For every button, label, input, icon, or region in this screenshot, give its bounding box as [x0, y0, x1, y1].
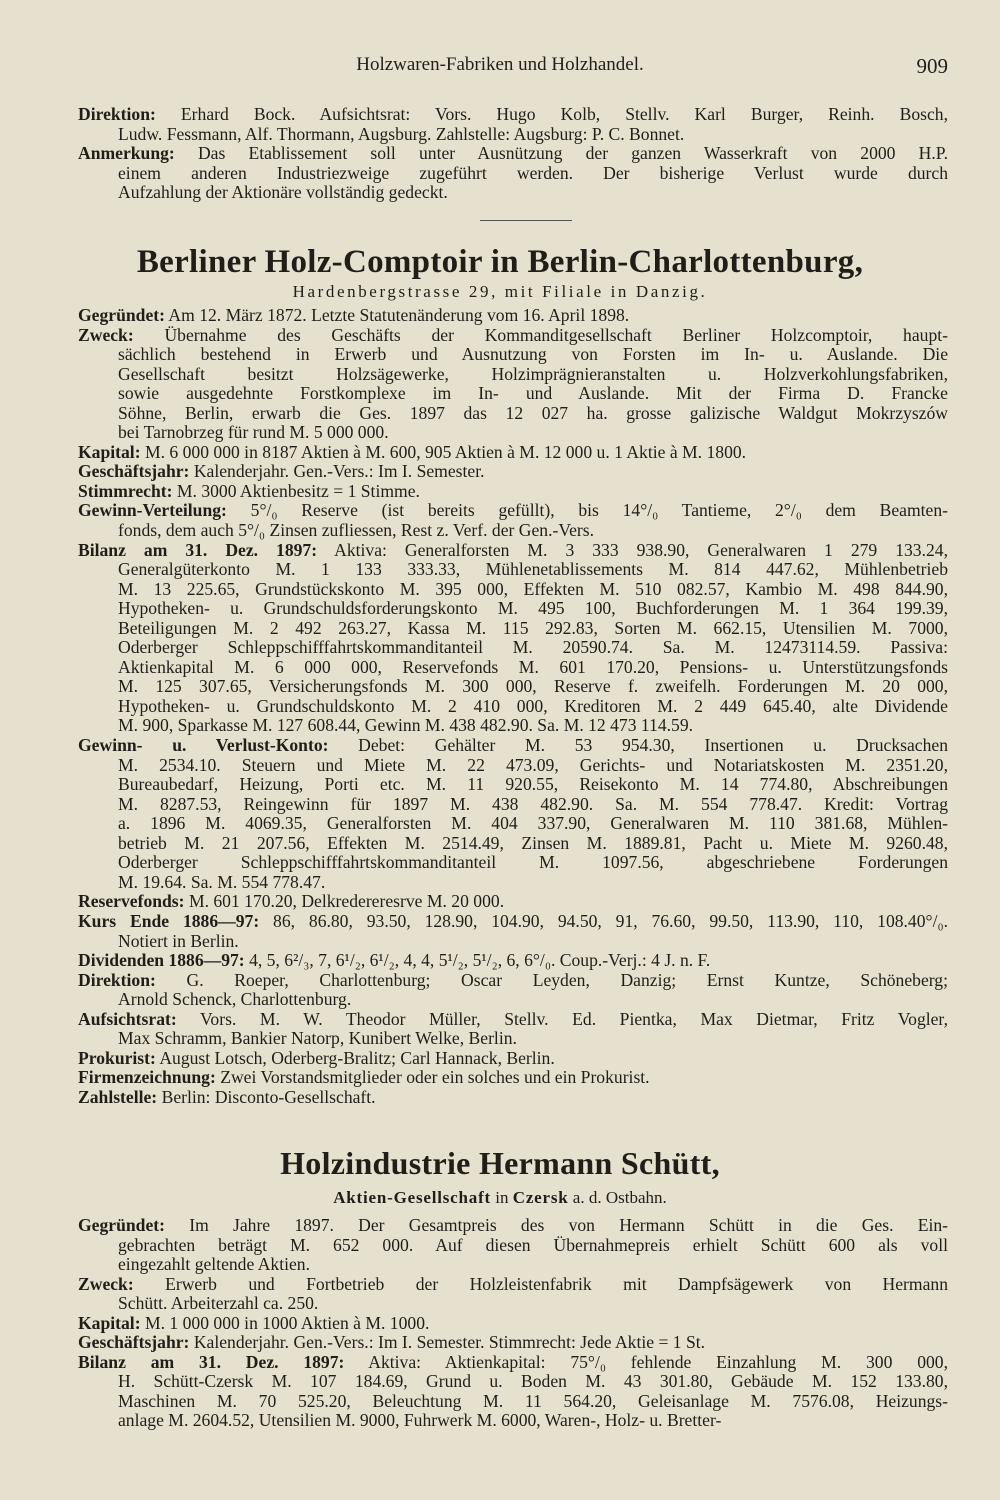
entry-text: M. 3000 Aktienbesitz = 1 Stimme. [176, 481, 420, 501]
entry-line [118, 423, 948, 443]
entry-text: Notiert in Berlin. [118, 931, 239, 951]
entry-text: Aktiva: Aktienkapital: 75°/₀ fehlende Einzahlung M. 300 000, [368, 1352, 948, 1372]
page-number: 909 [916, 54, 948, 78]
entry-line [118, 814, 948, 834]
entry-label: Gegründet: [78, 1216, 165, 1235]
entry-text: M. 6 000 000 in 8187 Aktien à M. 600, 905 Aktien à M. 12 000 u. 1 Aktie à M. 1800. [144, 442, 747, 462]
entry-line [78, 482, 948, 502]
entry-text: 86, 86.80, 93.50, 128.90, 104.90, 94.50, 91, 76.60, 99.50, 113.90, 110, 108.40°/₀. [273, 911, 948, 931]
entry-text: eingezahlt geltende Aktien. [118, 1255, 310, 1275]
entry-line [118, 677, 948, 697]
entry-text: Arnold Schenck, Charlottenburg. [118, 990, 352, 1010]
entry-label: Gewinn-Verteilung: [78, 501, 227, 521]
entry-text: 5°/₀ Reserve (ist bereits gefüllt), bis 14°/₀ Tantieme, 2°/₀ dem Beamten- [250, 501, 948, 521]
entry-label: Bilanz am 31. Dez. 1897: [78, 1352, 345, 1372]
entry-text: Maschinen M. 70 525.20, Beleuchtung M. 11 564.20, Geleisanlage M. 7576.08, Heizungs- [118, 1391, 948, 1411]
entry-line [118, 365, 948, 385]
entry-line [78, 912, 948, 932]
entry-line [118, 164, 948, 184]
entry-text: Oderberger Schleppschifffahrtskommanditanteil M. 20590.74. Sa. M. 12473114.59. Passiva: [118, 638, 948, 658]
subtitle-company-form: Aktien-Gesellschaft [333, 1188, 492, 1207]
entry-line [118, 599, 948, 619]
entry-text: H. Schütt-Czersk M. 107 184.69, Grund u. Boden M. 43 301.80, Gebäude M. 152 133.80, [118, 1372, 948, 1392]
running-title: Holzwaren-Fabriken und Holzhandel. [356, 54, 644, 75]
entry-text: Erhard Bock. Aufsichtsrat: Vors. Hugo Kolb, Stellv. Karl Burger, Reinh. Bosch, [180, 105, 948, 124]
entry-line [118, 560, 948, 580]
entry-line [78, 306, 948, 326]
entry-line [118, 1255, 948, 1275]
entry-text: Erwerb und Fortbetrieb der Holzleistenfabrik mit Dampfsägewerk von Hermann [165, 1274, 948, 1294]
subtitle-in: in [495, 1188, 509, 1207]
entry-line [118, 619, 948, 639]
entry-text: sowie ausgedehnte Forstkomplexe im In- und Auslande. Mit der Firma D. Francke [118, 384, 948, 404]
entry-line [78, 1010, 948, 1030]
subtitle-railway: a. d. Ostbahn. [572, 1188, 667, 1207]
entry-line [78, 501, 948, 521]
entry-text: Berlin: Disconto-Gesellschaft. [161, 1087, 376, 1107]
entry-text: einem anderen Industriezweige zugeführt werden. Der bisherige Verlust wurde durch [118, 163, 948, 183]
entry-line [78, 462, 948, 482]
entry-line [78, 1049, 948, 1069]
entry-line [118, 521, 948, 541]
entry-text: Im Jahre 1897. Der Gesamtpreis des von Hermann Schütt in die Ges. Ein- [189, 1216, 948, 1235]
entry-label: Bilanz am 31. Dez. 1897: [78, 540, 318, 560]
entry-line [118, 1392, 948, 1412]
entry-line [118, 384, 948, 404]
entry-line [118, 932, 948, 952]
entry-line [118, 1294, 948, 1314]
entry-text: Aufzahlung der Aktionäre vollständig gedeckt. [118, 183, 448, 203]
entry-text: Gesellschaft besitzt Holzsägewerke, Holzimprägnieranstalten u. Holzverkohlungsfabriken, [118, 364, 948, 384]
entry-label: Zweck: [78, 325, 134, 345]
entry-line [78, 443, 948, 463]
entry-line [78, 1068, 948, 1088]
entry-line [78, 951, 948, 971]
entry-line [118, 658, 948, 678]
company-entries [78, 1216, 948, 1431]
entry-label: Gewinn- u. Verlust-Konto: [78, 736, 329, 756]
entry-text: 4, 5, 6²/₃, 7, 6¹/₂, 6¹/₂, 4, 4, 5¹/₂, 5¹/₂, 6, 6°/₀. Coup.-Verj.: 4 J. n. F. [249, 951, 711, 971]
entry-text: Oderberger Schleppschifffahrtskommanditanteil M. 1097.56, abgeschriebene Forderungen [118, 853, 948, 873]
entry-text: M. 900, Sparkasse M. 127 608.44, Gewinn M. 438 482.90. Sa. M. 12 473 114.59. [118, 716, 694, 736]
entry-line [118, 716, 948, 736]
entry-line [118, 183, 948, 203]
entry-text: August Lotsch, Oderberg-Bralitz; Carl Hannack, Berlin. [159, 1048, 555, 1068]
entry-line [118, 697, 948, 717]
entry-text: M. 19.64. Sa. M. 554 778.47. [118, 872, 326, 892]
entry-line [118, 638, 948, 658]
entry-line [78, 1353, 948, 1373]
entry-label: Firmenzeichnung: [78, 1068, 216, 1088]
entry-line [78, 736, 948, 756]
entry-text: G. Roeper, Charlottenburg; Oscar Leyden, Danzig; Ernst Kuntze, Schöneberg; [186, 970, 948, 990]
entry-line [118, 1029, 948, 1049]
entry-label: Kurs Ende 1886—97: [78, 911, 260, 931]
entry-text: Ludw. Fessmann, Alf. Thormann, Augsburg. Zahlstelle: Augsburg: P. C. Bonnet. [118, 124, 685, 144]
entry-line [118, 1372, 948, 1392]
entry-text: Söhne, Berlin, erwarb die Ges. 1897 das 12 027 ha. grosse galizische Waldgut Mokrzyszów [118, 403, 948, 423]
entry-label: Reservefonds: [78, 892, 185, 912]
entry-text: M. 125 307.65, Versicherungsfonds M. 300 000, Reserve f. zweifelh. Forderungen M. 20 000, [118, 677, 948, 697]
entry-line [118, 873, 948, 893]
entry-line [118, 1236, 948, 1256]
entry-text: Schütt. Arbeiterzahl ca. 250. [118, 1294, 319, 1314]
entry-line [78, 1333, 948, 1353]
entry-line [118, 1411, 948, 1431]
entry-label: Kapital: [78, 442, 141, 462]
entry-line [78, 1216, 948, 1236]
entry-text: Bureaubedarf, Heizung, Porti etc. M. 11 920.55, Reisekonto M. 14 774.80, Abschreibungen [118, 775, 948, 795]
entry-text: Vors. M. W. Theodor Müller, Stellv. Ed. Pientka, Max Dietmar, Fritz Vogler, [200, 1009, 948, 1029]
entry-text: Max Schramm, Bankier Natorp, Kunibert Welke, Berlin. [118, 1029, 517, 1049]
entry-text: a. 1896 M. 4069.35, Generalforsten M. 404 337.90, Generalwaren M. 110 381.68, Mühlen- [118, 814, 948, 834]
section-divider [480, 220, 572, 221]
entry-label: Aufsichtsrat: [78, 1009, 177, 1029]
entry-line [78, 1275, 948, 1295]
entry-line [118, 345, 948, 365]
entry-label: Kapital: [78, 1313, 141, 1333]
intro-section [78, 105, 948, 203]
entry-line [118, 125, 948, 145]
entry-label: Anmerkung: [78, 144, 175, 164]
entry-line [78, 326, 948, 346]
entry-text: Aktienkapital M. 6 000 000, Reservefonds M. 601 170.20, Pensions- u. Unterstützungsfonds [118, 657, 948, 677]
entry-text: anlage M. 2604.52, Utensilien M. 9000, Fuhrwerk M. 6000, Waren-, Holz- u. Bretter- [118, 1411, 722, 1431]
entry-label: Direktion: [78, 970, 156, 990]
entry-text: bei Tarnobrzeg für rund M. 5 000 000. [118, 423, 389, 443]
entry-text: Am 12. März 1872. Letzte Statutenänderung vom 16. April 1898. [168, 306, 630, 325]
entry-label: Geschäftsjahr: [78, 462, 190, 482]
entry-text: Generalgüterkonto M. 1 133 333.33, Mühlenetablissements M. 814 447.62, Mühlenbetrieb [118, 560, 948, 580]
entry-text: betrieb M. 21 207.56, Effekten M. 2514.49, Zinsen M. 1889.81, Pacht u. Miete M. 9260.48, [118, 833, 948, 853]
subtitle-location: Czersk [512, 1188, 569, 1207]
company-title: Berliner Holz-Comptoir in Berlin-Charlottenburg, [136, 244, 864, 280]
entry-text: fonds, dem auch 5°/₀ Zinsen zufliessen, Rest z. Verf. der Gen.-Vers. [118, 521, 595, 541]
entry-line [118, 795, 948, 815]
entry-label: Zweck: [78, 1274, 134, 1294]
entry-line [118, 404, 948, 424]
entry-text: gebrachten beträgt M. 652 000. Auf diesen Übernahmepreis erhielt Schütt 600 als voll [118, 1235, 948, 1255]
entry-text: Kalenderjahr. Gen.-Vers.: Im I. Semester. Stimmrecht: Jede Aktie = 1 St. [193, 1333, 706, 1353]
entry-line [78, 1088, 948, 1108]
entry-text: Debet: Gehälter M. 53 954.30, Insertionen u. Drucksachen [358, 736, 948, 756]
entry-line [78, 144, 948, 164]
entry-text: Zwei Vorstandsmitglieder oder ein solches und ein Prokurist. [220, 1068, 650, 1088]
entry-line [118, 775, 948, 795]
entry-label: Zahlstelle: [78, 1087, 158, 1107]
company-entries [78, 306, 948, 1107]
entry-text: Aktiva: Generalforsten M. 3 333 938.90, Generalwaren 1 279 133.24, [334, 540, 948, 560]
company-subtitle [0, 1188, 1000, 1208]
entry-text: Kalenderjahr. Gen.-Vers.: Im I. Semester. [193, 462, 485, 482]
entry-label: Geschäftsjahr: [78, 1333, 190, 1353]
entry-text: M. 1 000 000 in 1000 Aktien à M. 1000. [144, 1313, 430, 1333]
entry-line [78, 1314, 948, 1334]
entry-label: Prokurist: [78, 1048, 156, 1068]
entry-text: Hypotheken- u. Grundschuldsforderungskonto M. 495 100, Buchforderungen M. 1 364 199.39, [118, 599, 948, 619]
entry-text: M. 601 170.20, Delkredereresrve M. 20 000. [188, 892, 505, 912]
company-title: Holzindustrie Hermann Schütt, [280, 1145, 720, 1181]
entry-line [118, 756, 948, 776]
entry-text: Übernahme des Geschäfts der Kommanditgesellschaft Berliner Holzcomptoir, haupt- [164, 325, 948, 345]
entry-text: M. 8287.53, Reingewinn für 1897 M. 438 482.90. Sa. M. 554 778.47. Kredit: Vortrag [118, 794, 948, 814]
entry-line [118, 853, 948, 873]
entry-line [118, 580, 948, 600]
entry-text: Das Etablissement soll unter Ausnützung der ganzen Wasserkraft von 2000 H.P. [197, 144, 948, 164]
entry-text: M. 13 225.65, Grundstückskonto M. 395 000, Effekten M. 510 082.57, Kambio M. 498 844.90, [118, 579, 948, 599]
entry-line [118, 834, 948, 854]
entry-label: Stimmrecht: [78, 481, 173, 501]
entry-text: M. 2534.10. Steuern und Miete M. 22 473.09, Gerichts- und Notariatskosten M. 2351.20, [118, 755, 948, 775]
entry-label: Gegründet: [78, 306, 165, 325]
entry-label: Direktion: [78, 105, 156, 124]
entry-line [78, 105, 948, 125]
entry-text: sächlich bestehend in Erwerb und Ausnutzung von Forsten im In- u. Auslande. Die [118, 345, 948, 365]
entry-line [118, 990, 948, 1010]
entry-line [78, 541, 948, 561]
entry-label: Dividenden 1886—97: [78, 951, 245, 971]
company-address: Hardenbergstrasse 29, mit Filiale in Danzig. [292, 282, 708, 301]
entry-line [78, 892, 948, 912]
entry-text: Hypotheken- u. Grundschuldskonto M. 2 410 000, Kreditoren M. 2 449 645.40, alte Dividende [118, 696, 948, 716]
entry-line [78, 971, 948, 991]
entry-text: Beteiligungen M. 2 492 263.27, Kassa M. 115 292.83, Sorten M. 662.15, Utensilien M. 7000, [118, 618, 948, 638]
